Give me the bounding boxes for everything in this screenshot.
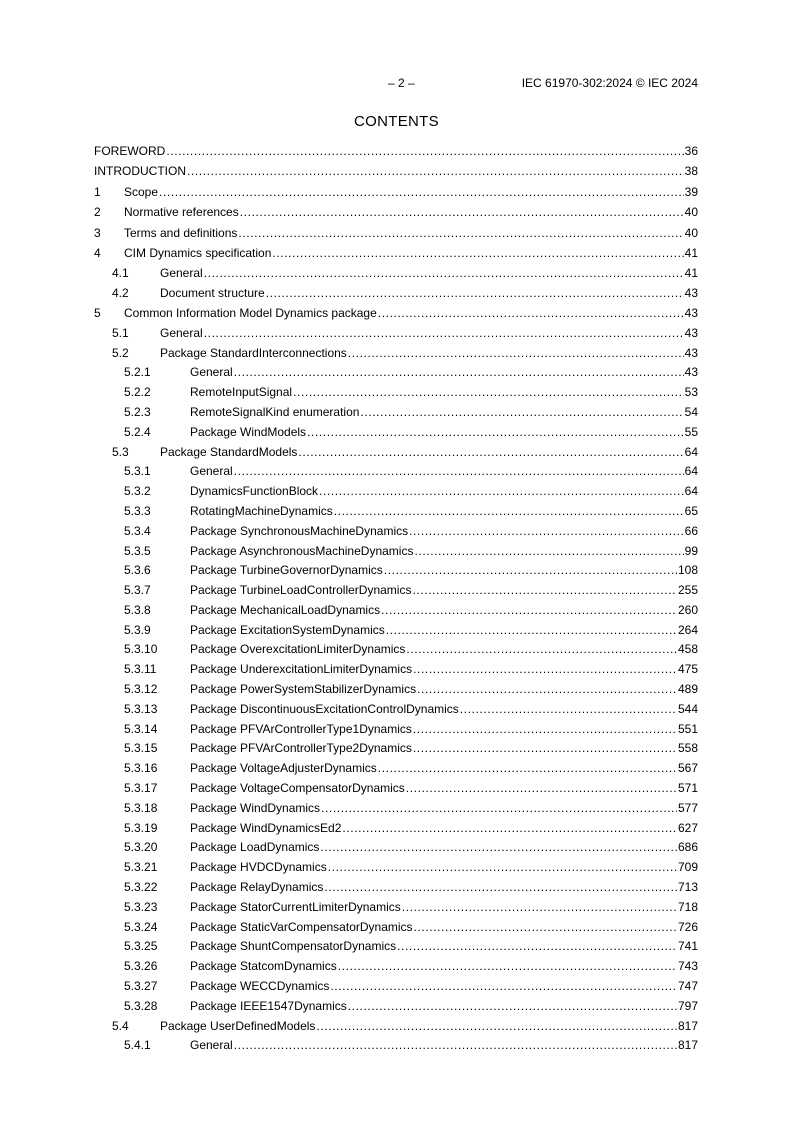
toc-entry[interactable]: [94, 444, 698, 460]
toc-entry-number: 1: [94, 184, 101, 199]
toc-entry-number: 5.3: [112, 444, 129, 459]
toc-dot-leader: [397, 938, 677, 954]
toc-dot-leader: [386, 622, 677, 638]
toc-dot-leader: [417, 681, 677, 697]
toc-entry-title: Package WECCDynamics: [190, 979, 330, 994]
toc-entry-page: 40: [684, 205, 698, 220]
toc-entry-title: Package WindDynamics: [190, 800, 321, 815]
toc-entry-title: Package HVDCDynamics: [190, 860, 327, 875]
toc-entry-number: 5.2.4: [124, 424, 151, 439]
toc-entry-title: Package MechanicalLoadDynamics: [190, 602, 381, 617]
toc-dot-leader: [166, 143, 683, 159]
toc-dot-leader: [321, 800, 677, 816]
toc-entry-title: Package UnderexcitationLimiterDynamics: [190, 662, 413, 677]
toc-entry-number: 5.3.15: [124, 741, 158, 756]
toc-entry-number: 5.3.3: [124, 503, 151, 518]
toc-entry-title: INTRODUCTION: [94, 164, 186, 179]
toc-entry-title: CIM Dynamics specification: [124, 245, 272, 260]
toc-dot-leader: [413, 721, 677, 737]
toc-entry-number: 5.3.4: [124, 523, 151, 538]
toc-entry-title: Package IEEE1547Dynamics: [190, 998, 347, 1013]
toc-entry[interactable]: [94, 879, 698, 895]
toc-dot-leader: [414, 919, 677, 935]
toc-entry-page: 64: [684, 484, 698, 499]
toc-entry[interactable]: [94, 225, 698, 241]
toc-entry-page: 709: [677, 860, 698, 875]
toc-entry-title: Package StandardModels: [160, 444, 298, 459]
toc-dot-leader: [412, 582, 677, 598]
toc-entry[interactable]: [94, 523, 698, 539]
toc-entry-page: 53: [684, 385, 698, 400]
toc-entry-page: 718: [677, 899, 698, 914]
page-header: [94, 76, 698, 92]
toc-entry-number: 5.3.8: [124, 602, 151, 617]
toc-entry-page: 255: [677, 583, 698, 598]
toc-entry-title: Common Information Model Dynamics package: [124, 305, 377, 320]
toc-entry-page: 747: [677, 979, 698, 994]
toc-entry-number: 5.2.1: [124, 365, 151, 380]
toc-entry-page: 558: [677, 741, 698, 756]
toc-entry[interactable]: [94, 622, 698, 638]
toc-dot-leader: [381, 602, 677, 618]
toc-dot-leader: [320, 839, 677, 855]
toc-entry-page: 38: [684, 164, 698, 179]
toc-entry-title: Package DiscontinuousExcitationControlDynamics: [190, 701, 459, 716]
toc-dot-leader: [316, 1018, 677, 1034]
toc-entry-page: 264: [677, 622, 698, 637]
toc-entry-number: 5.3.19: [124, 820, 158, 835]
toc-entry[interactable]: [94, 582, 698, 598]
toc-entry[interactable]: [94, 740, 698, 756]
toc-dot-leader: [378, 760, 677, 776]
toc-entry-title: RotatingMachineDynamics: [190, 503, 333, 518]
toc-entry-number: 5.3.21: [124, 860, 158, 875]
toc-entry-title: FOREWORD: [94, 144, 166, 158]
toc-entry-page: 551: [677, 721, 698, 736]
toc-entry-number: 5.3.17: [124, 781, 158, 796]
toc-entry-number: 5.3.23: [124, 899, 158, 914]
toc-entry[interactable]: [94, 760, 698, 776]
toc-entry-title: Package StaticVarCompensatorDynamics: [190, 919, 413, 934]
toc-dot-leader: [240, 204, 684, 220]
toc-entry-title: Package UserDefinedModels: [160, 1018, 316, 1033]
toc-entry-title: Terms and definitions: [124, 225, 238, 240]
toc-entry[interactable]: [94, 163, 698, 179]
toc-entry-title: Package AsynchronousMachineDynamics: [190, 543, 414, 558]
toc-entry-page: 65: [684, 503, 698, 518]
toc-dot-leader: [266, 285, 684, 301]
toc-entry[interactable]: [94, 721, 698, 737]
toc-entry-title: General: [160, 325, 203, 340]
toc-entry-title: Package StandardInterconnections: [160, 345, 347, 360]
toc-dot-leader: [402, 899, 677, 915]
toc-entry[interactable]: [94, 404, 698, 420]
toc-entry-title: Package ExcitationSystemDynamics: [190, 622, 385, 637]
toc-entry-page: 577: [677, 800, 698, 815]
toc-entry-page: 713: [677, 880, 698, 895]
toc-entry-number: 5.3.27: [124, 979, 158, 994]
toc-entry[interactable]: [94, 384, 698, 400]
toc-entry[interactable]: [94, 424, 698, 440]
toc-entry-page: 686: [677, 840, 698, 855]
toc-entry-title: General: [190, 1038, 233, 1053]
toc-dot-leader: [330, 978, 677, 994]
toc-entry[interactable]: [94, 1037, 698, 1053]
toc-dot-leader: [460, 701, 677, 717]
toc-entry-number: 4.1: [112, 266, 129, 281]
toc-dot-leader: [348, 998, 677, 1014]
toc-entry-number: 5.3.10: [124, 642, 158, 657]
toc-entry[interactable]: [94, 681, 698, 697]
toc-dot-leader: [238, 225, 683, 241]
toc-entry[interactable]: [94, 1018, 698, 1034]
toc-entry-title: Package VoltageAdjusterDynamics: [190, 761, 377, 776]
toc-entry-number: 5.3.12: [124, 682, 158, 697]
toc-entry-page: 567: [677, 761, 698, 776]
toc-entry[interactable]: [94, 998, 698, 1014]
table-of-contents: [94, 143, 698, 1057]
toc-entry-title: Package StatcomDynamics: [190, 959, 337, 974]
toc-entry-number: 5.3.18: [124, 800, 158, 815]
toc-entry[interactable]: [94, 839, 698, 855]
toc-entry[interactable]: [94, 958, 698, 974]
toc-entry-page: 797: [677, 998, 698, 1013]
toc-entry[interactable]: [94, 285, 698, 301]
toc-entry[interactable]: [94, 143, 698, 159]
toc-entry-title: Package WindModels: [190, 424, 307, 439]
toc-entry[interactable]: [94, 204, 698, 220]
toc-entry-page: 741: [677, 939, 698, 954]
toc-entry-page: 39: [684, 184, 698, 199]
toc-entry-title: Package StatorCurrentLimiterDynamics: [190, 899, 401, 914]
toc-dot-leader: [384, 562, 677, 578]
toc-entry-number: 5.3.16: [124, 761, 158, 776]
toc-entry-title: Package VoltageCompensatorDynamics: [190, 781, 405, 796]
toc-dot-leader: [409, 523, 684, 539]
toc-entry-number: 5.3.28: [124, 998, 158, 1013]
toc-entry-number: 5.2.2: [124, 385, 151, 400]
toc-entry-page: 458: [677, 642, 698, 657]
toc-entry-title: Package RelayDynamics: [190, 880, 324, 895]
toc-entry-page: 54: [684, 404, 698, 419]
toc-entry[interactable]: [94, 483, 698, 499]
toc-entry[interactable]: [94, 820, 698, 836]
toc-dot-leader: [342, 820, 677, 836]
toc-dot-leader: [406, 641, 677, 657]
toc-entry-title: Package PFVArControllerType2Dynamics: [190, 741, 412, 756]
toc-dot-leader: [338, 958, 677, 974]
toc-dot-leader: [307, 424, 684, 440]
toc-entry-page: 43: [684, 365, 698, 380]
toc-entry-title: Package WindDynamicsEd2: [190, 820, 342, 835]
toc-entry[interactable]: [94, 859, 698, 875]
toc-entry-title: Document structure: [160, 286, 265, 301]
toc-entry-title: General: [190, 464, 233, 479]
toc-entry-page: 817: [677, 1018, 698, 1033]
toc-entry-number: 5.4: [112, 1018, 129, 1033]
toc-dot-leader: [234, 1037, 677, 1053]
toc-entry[interactable]: [94, 543, 698, 559]
toc-dot-leader: [272, 245, 683, 261]
toc-entry[interactable]: [94, 364, 698, 380]
toc-entry-number: 5.3.6: [124, 563, 151, 578]
toc-entry-title: Package PowerSystemStabilizerDynamics: [190, 682, 417, 697]
toc-entry-page: 260: [677, 602, 698, 617]
toc-entry-page: 36: [684, 144, 698, 158]
toc-entry[interactable]: [94, 325, 698, 341]
toc-entry[interactable]: [94, 899, 698, 915]
toc-entry-title: Normative references: [124, 205, 239, 220]
toc-dot-leader: [298, 444, 683, 460]
toc-entry[interactable]: [94, 305, 698, 321]
toc-entry-title: Package TurbineGovernorDynamics: [190, 563, 383, 578]
toc-entry[interactable]: [94, 641, 698, 657]
toc-entry-page: 544: [677, 701, 698, 716]
toc-entry[interactable]: [94, 562, 698, 578]
toc-entry-title: Package PFVArControllerType1Dynamics: [190, 721, 412, 736]
toc-entry-number: 5.2.3: [124, 404, 151, 419]
toc-entry-number: 5.3.26: [124, 959, 158, 974]
toc-entry[interactable]: [94, 265, 698, 281]
toc-entry-title: Scope: [124, 184, 159, 199]
toc-entry-number: 5.3.2: [124, 484, 151, 499]
toc-entry-number: 5.3.25: [124, 939, 158, 954]
toc-entry-page: 41: [684, 245, 698, 260]
toc-entry-number: 5.3.22: [124, 880, 158, 895]
toc-entry-title: RemoteInputSignal: [190, 385, 293, 400]
toc-entry-number: 5.1: [112, 325, 129, 340]
toc-entry[interactable]: [94, 503, 698, 519]
toc-entry-page: 475: [677, 662, 698, 677]
toc-entry-title: General: [190, 365, 233, 380]
toc-entry-page: 108: [677, 563, 698, 578]
toc-entry-page: 43: [684, 325, 698, 340]
toc-entry-number: 5: [94, 305, 101, 320]
toc-dot-leader: [406, 780, 677, 796]
toc-entry-page: 64: [684, 444, 698, 459]
toc-entry-number: 5.3.7: [124, 583, 151, 598]
toc-entry[interactable]: [94, 463, 698, 479]
toc-entry-page: 571: [677, 781, 698, 796]
toc-entry-title: Package ShuntCompensatorDynamics: [190, 939, 397, 954]
toc-entry-page: 817: [677, 1038, 698, 1053]
toc-entry-number: 5.3.14: [124, 721, 158, 736]
toc-entry[interactable]: [94, 184, 698, 200]
toc-title: CONTENTS: [354, 113, 439, 130]
toc-dot-leader: [159, 184, 684, 200]
toc-entry-page: 41: [684, 266, 698, 281]
toc-entry[interactable]: [94, 245, 698, 261]
toc-entry-page: 743: [677, 959, 698, 974]
toc-entry-number: 5.4.1: [124, 1038, 151, 1053]
toc-entry-page: 726: [677, 919, 698, 934]
toc-entry[interactable]: [94, 780, 698, 796]
toc-entry[interactable]: [94, 701, 698, 717]
toc-entry-title: Package LoadDynamics: [190, 840, 320, 855]
toc-entry-page: 99: [684, 543, 698, 558]
toc-entry[interactable]: [94, 978, 698, 994]
toc-entry-number: 4: [94, 245, 101, 260]
toc-dot-leader: [293, 384, 684, 400]
toc-dot-leader: [319, 483, 684, 499]
toc-dot-leader: [348, 345, 684, 361]
toc-entry-page: 43: [684, 286, 698, 301]
toc-dot-leader: [334, 503, 684, 519]
page-number: – 2 –: [388, 76, 415, 90]
toc-entry-number: 3: [94, 225, 101, 240]
toc-entry-title: Package TurbineLoadControllerDynamics: [190, 583, 412, 598]
toc-entry[interactable]: [94, 661, 698, 677]
toc-entry[interactable]: [94, 919, 698, 935]
toc-entry-title: RemoteSignalKind enumeration: [190, 404, 360, 419]
toc-dot-leader: [324, 879, 677, 895]
toc-dot-leader: [187, 163, 684, 179]
toc-entry-number: 5.3.1: [124, 464, 151, 479]
toc-dot-leader: [204, 325, 684, 341]
toc-entry-page: 43: [684, 305, 698, 320]
toc-entry-page: 55: [684, 424, 698, 439]
toc-entry-title: DynamicsFunctionBlock: [190, 484, 319, 499]
toc-entry-title: Package OverexcitationLimiterDynamics: [190, 642, 406, 657]
toc-entry-page: 43: [684, 345, 698, 360]
toc-entry-number: 5.3.24: [124, 919, 158, 934]
toc-entry-number: 5.3.11: [124, 662, 157, 677]
toc-entry-number: 5.3.9: [124, 622, 151, 637]
toc-dot-leader: [414, 543, 683, 559]
toc-entry-number: 5.3.20: [124, 840, 158, 855]
toc-entry-number: 5.3.13: [124, 701, 158, 716]
toc-entry-title: General: [160, 266, 203, 281]
toc-entry-number: 4.2: [112, 286, 129, 301]
toc-entry-page: 40: [684, 225, 698, 240]
toc-dot-leader: [234, 463, 684, 479]
toc-dot-leader: [413, 661, 677, 677]
toc-entry[interactable]: [94, 602, 698, 618]
toc-entry-number: 2: [94, 205, 101, 220]
toc-entry-number: 5.3.5: [124, 543, 151, 558]
toc-dot-leader: [234, 364, 684, 380]
toc-dot-leader: [360, 404, 683, 420]
toc-dot-leader: [328, 859, 677, 875]
toc-dot-leader: [413, 740, 677, 756]
document-id: IEC 61970-302:2024 © IEC 2024: [521, 76, 698, 90]
toc-entry[interactable]: [94, 800, 698, 816]
toc-entry-number: 5.2: [112, 345, 129, 360]
toc-dot-leader: [378, 305, 684, 321]
toc-entry-page: 489: [677, 682, 698, 697]
toc-entry-page: 64: [684, 464, 698, 479]
toc-entry-page: 66: [684, 523, 698, 538]
toc-entry-page: 627: [677, 820, 698, 835]
toc-entry-title: Package SynchronousMachineDynamics: [190, 523, 409, 538]
toc-entry[interactable]: [94, 345, 698, 361]
toc-dot-leader: [204, 265, 684, 281]
toc-entry[interactable]: [94, 938, 698, 954]
